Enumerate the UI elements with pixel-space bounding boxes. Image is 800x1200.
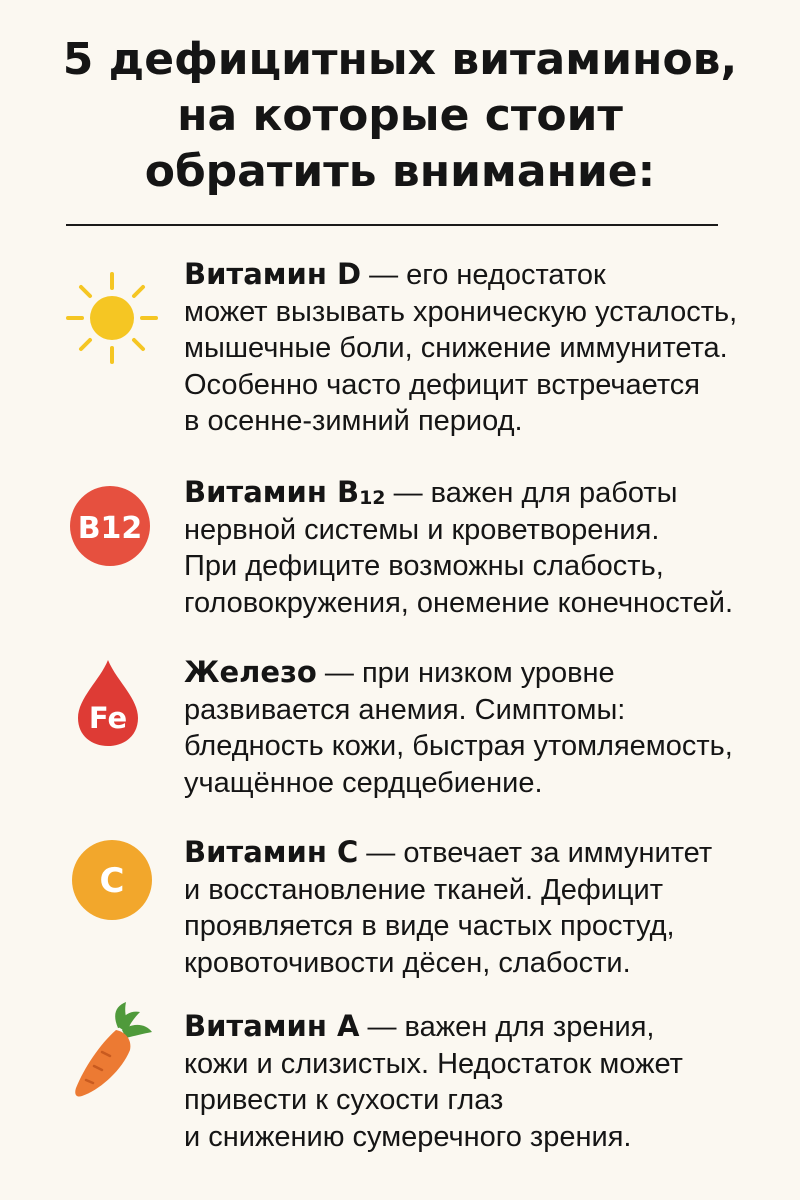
iron-text xyxy=(184,654,798,801)
vitamin-d-name: Витамин D xyxy=(184,257,362,291)
vitamin-c-text xyxy=(184,834,798,981)
title-line-2: на которые стоит xyxy=(177,90,623,141)
vitamin-b12-line-1: нервной системы и кроветворения. xyxy=(184,513,660,546)
iron-line-3: учащённое сердцебиение. xyxy=(184,766,543,799)
vitamin-a-line-1: кожи и слизистых. Недостаток может xyxy=(184,1047,683,1080)
vitamin-d-first-line xyxy=(184,256,798,294)
vitamin-d-intro: — его недостаток xyxy=(361,259,606,291)
vitamin-c-icon xyxy=(64,834,160,930)
vitamin-c-line-2: проявляется в виде частых простуд, xyxy=(184,910,675,942)
vitamin-b12-name-base: Витамин B xyxy=(184,475,360,509)
vitamin-a-text xyxy=(184,1008,798,1155)
vitamin-a-line-2: привести к сухости глаз xyxy=(184,1084,504,1116)
vitamin-d-line-1: может вызывать хроническую усталость, xyxy=(184,295,738,328)
vitamin-a-first-line xyxy=(184,1008,798,1046)
iron-line-1: развивается анемия. Симптомы: xyxy=(184,693,626,726)
vitamin-b12-line-3: головокружения, онемение конечностей. xyxy=(184,586,734,619)
vitamin-b12-line-2: При дефиците возможны слабость, xyxy=(184,550,664,582)
vitamin-c-icon-label: C xyxy=(99,861,125,901)
vitamin-d-line-2: мышечные боли, снижение иммунитета. xyxy=(184,332,728,364)
vitamin-b12-intro: — важен для работы xyxy=(385,477,678,509)
iron-intro: — при низком уровне xyxy=(316,657,615,689)
iron-name: Железо xyxy=(184,655,317,689)
iron-drop-icon xyxy=(64,654,160,750)
vitamin-c-first-line xyxy=(184,834,798,872)
vitamin-b12-name xyxy=(184,475,386,509)
vitamin-b12-text xyxy=(184,474,798,621)
sun-icon xyxy=(64,270,160,366)
vitamin-c-intro: — отвечает за иммунитет xyxy=(358,837,713,869)
carrot-icon xyxy=(60,1000,156,1096)
page-title xyxy=(0,32,800,200)
vitamin-d-line-3: Особенно часто дефицит встречается xyxy=(184,368,700,401)
iron-line-2: бледность кожи, быстрая утомляемость, xyxy=(184,730,733,762)
vitamin-a-name: Витамин A xyxy=(184,1009,360,1043)
b12-badge-icon xyxy=(64,478,160,574)
iron-drop-label: Fe xyxy=(88,701,128,735)
vitamin-c-name: Витамин C xyxy=(184,835,359,869)
title-line-1: 5 дефицитных витаминов, xyxy=(62,34,738,85)
vitamin-a-intro: — важен для зрения, xyxy=(359,1011,655,1043)
vitamin-c-line-1: и восстановление тканей. Дефицит xyxy=(184,873,663,906)
title-line-3: обратить внимание: xyxy=(144,146,656,197)
vitamin-b12-first-line xyxy=(184,474,798,512)
vitamin-a-line-3: и снижению сумеречного зрения. xyxy=(184,1120,632,1153)
iron-first-line xyxy=(184,654,798,692)
vitamin-b12-name-subscript: 12 xyxy=(359,487,386,509)
vitamin-d-text xyxy=(184,256,798,440)
title-divider xyxy=(66,224,718,226)
vitamin-c-line-3: кровоточивости дёсен, слабости. xyxy=(184,946,631,979)
b12-badge-label: B12 xyxy=(77,511,143,546)
vitamin-d-line-4: в осенне-зимний период. xyxy=(184,405,523,437)
